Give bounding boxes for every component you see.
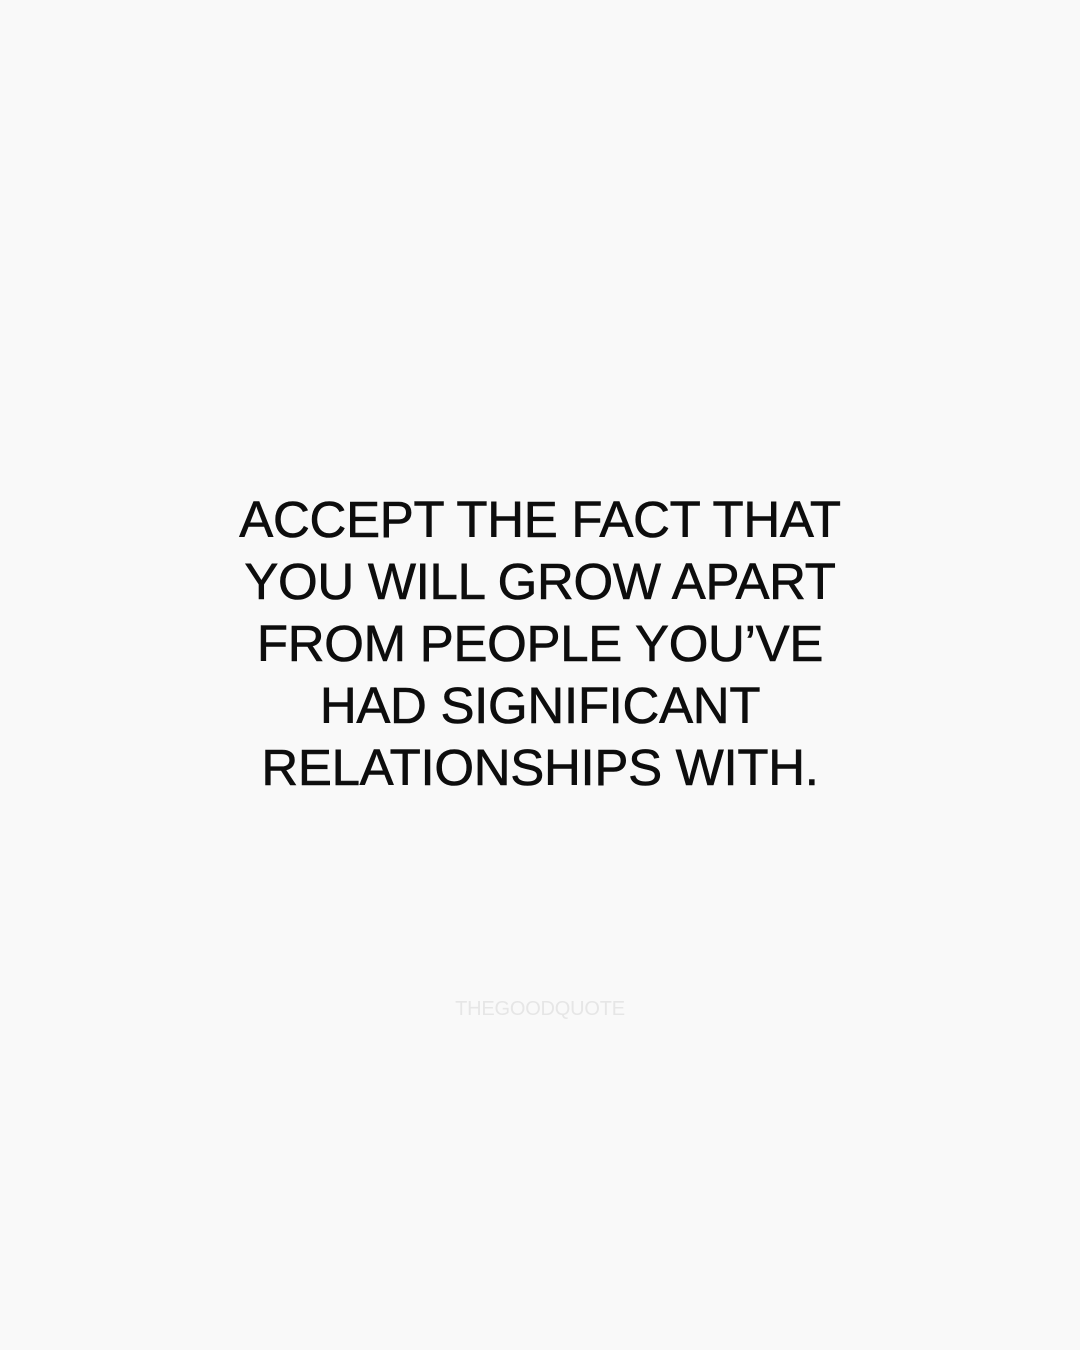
quote-text xyxy=(0,489,1080,799)
quote-line-1: ACCEPT THE FACT THAT xyxy=(239,491,841,548)
quote-line-5: RELATIONSHIPS WITH. xyxy=(261,739,819,796)
quote-line-4: HAD SIGNIFICANT xyxy=(319,677,761,734)
watermark: THEGOODQUOTE xyxy=(455,998,625,1020)
quote-line-3: FROM PEOPLE YOU’VE xyxy=(256,615,824,672)
quote-line-2: YOU WILL GROW APART xyxy=(244,553,836,610)
